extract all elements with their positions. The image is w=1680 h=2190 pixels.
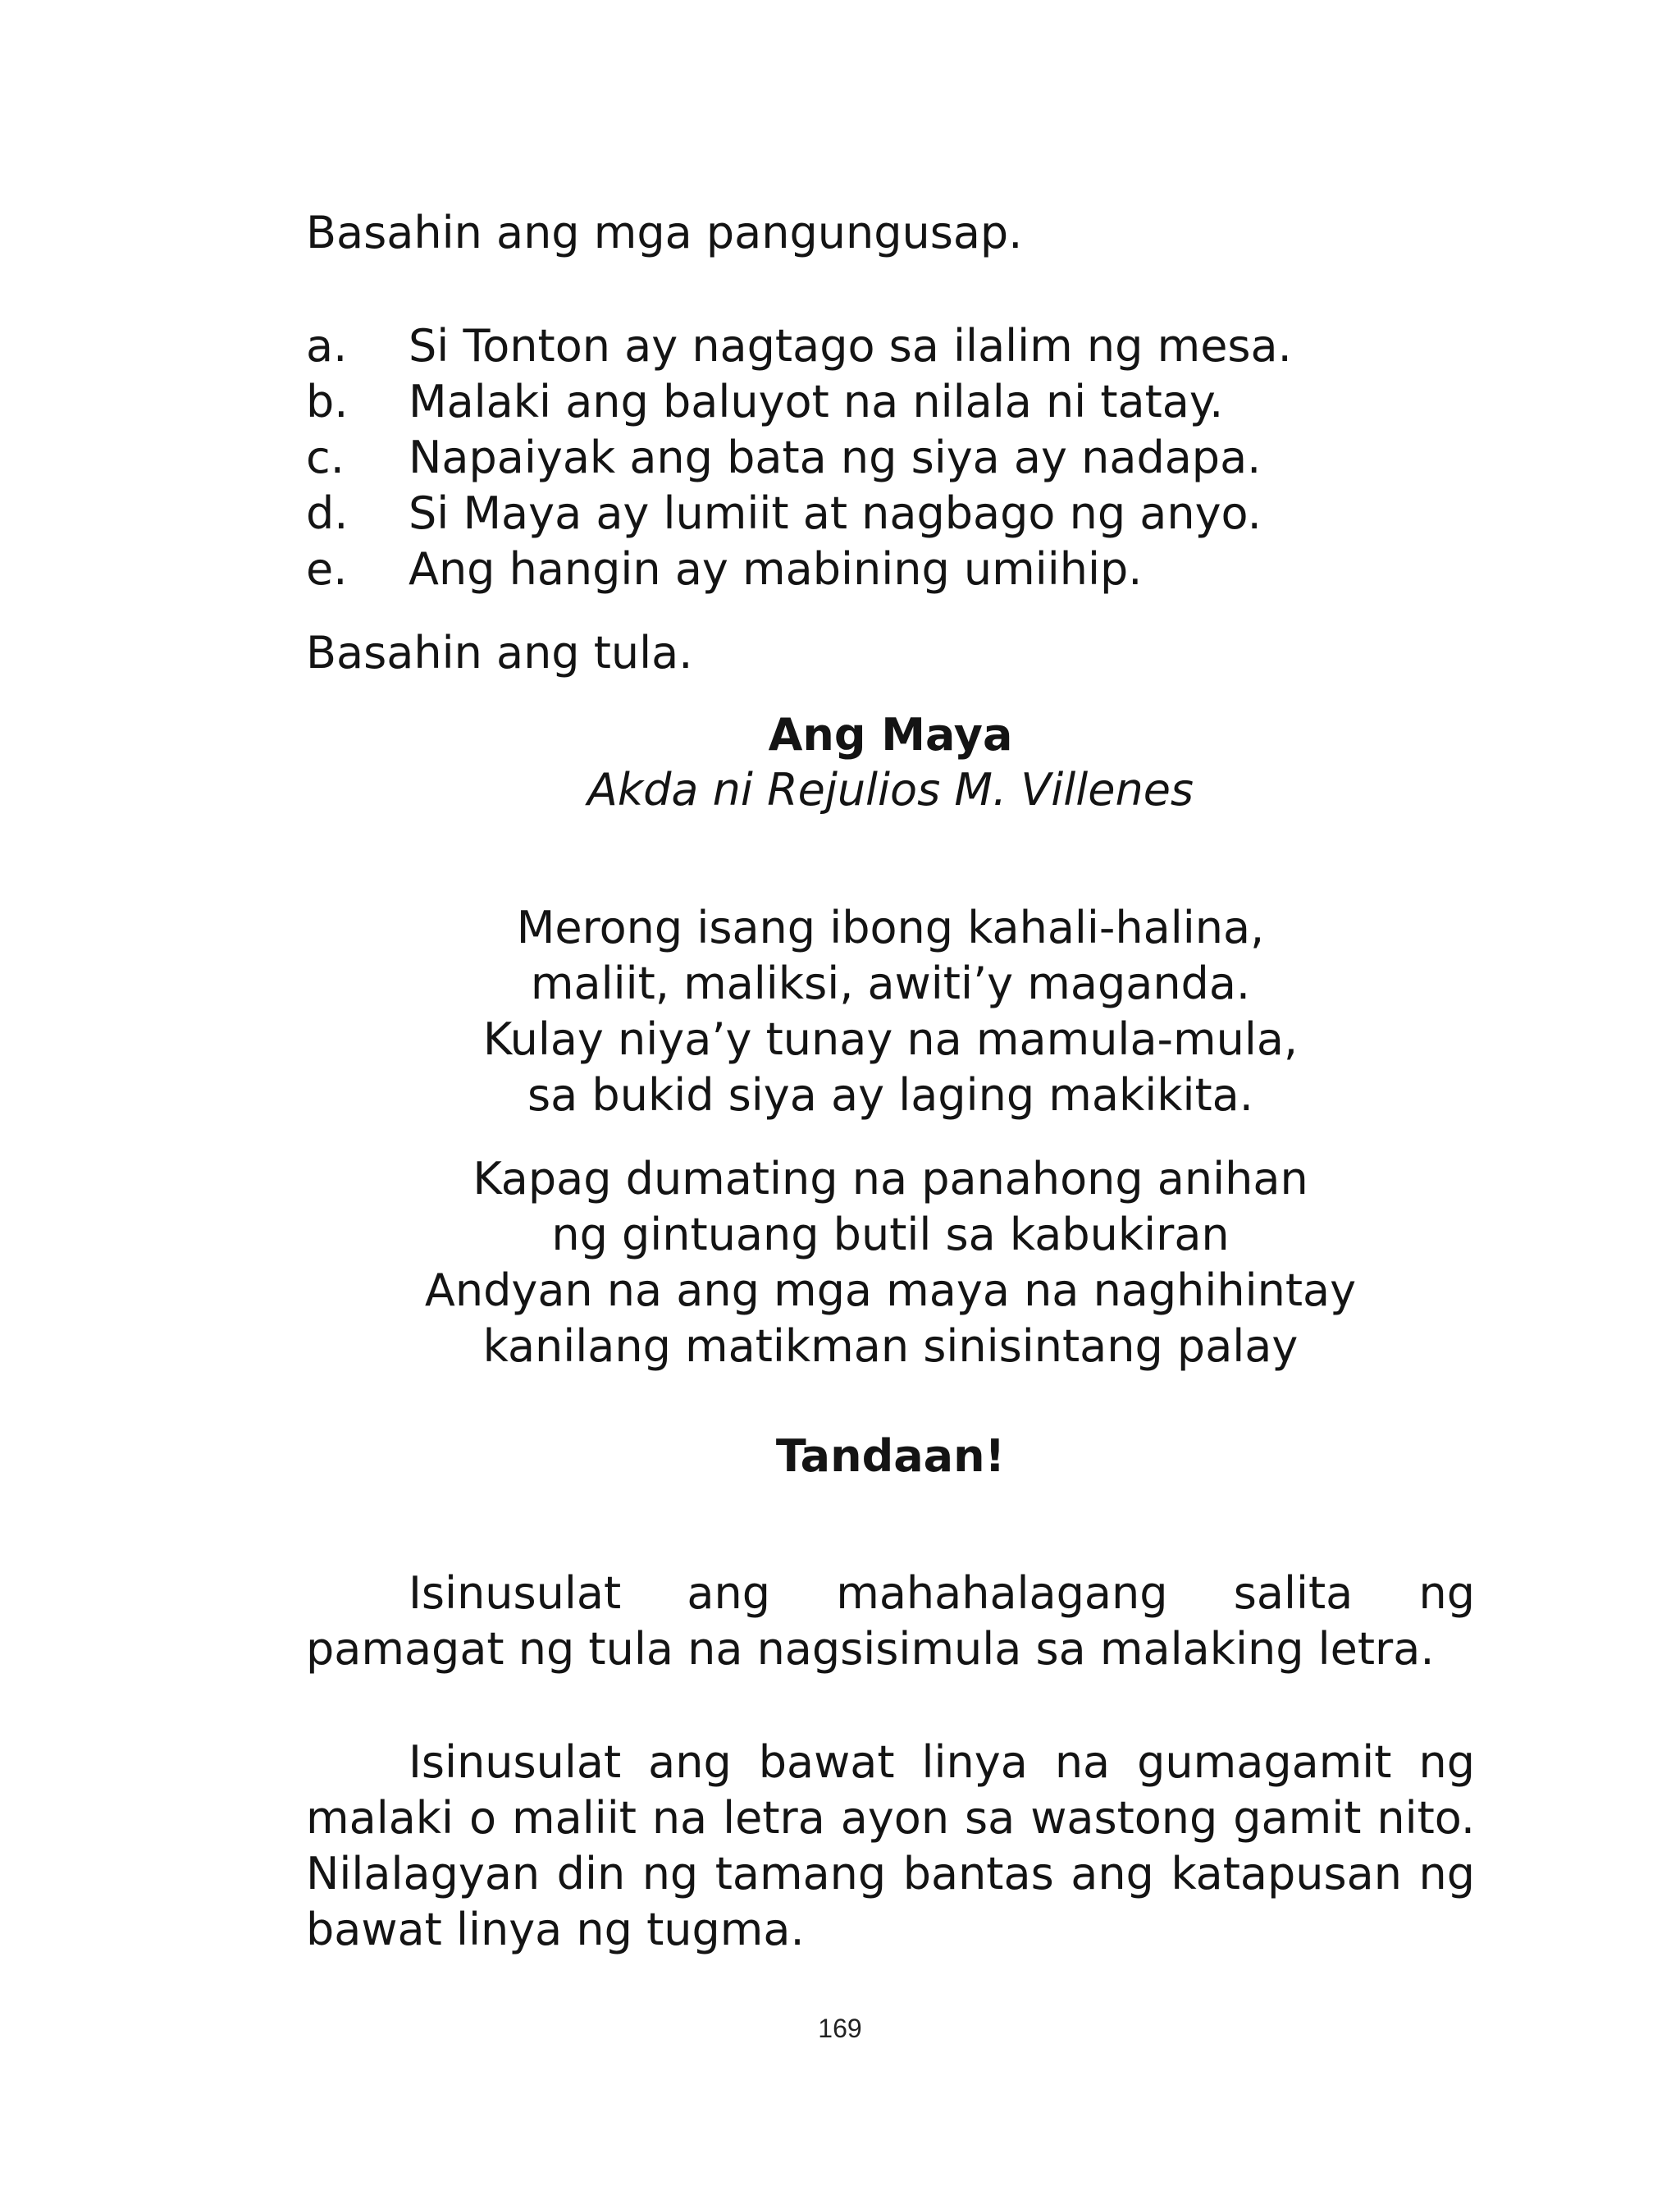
poem-line: Merong isang ibong kahali-halina, bbox=[516, 902, 1265, 953]
poem-title: Ang Maya bbox=[768, 709, 1013, 761]
poem-line: kanilang matikman sinisintang palay bbox=[482, 1320, 1299, 1372]
list-item-letter: a. bbox=[306, 320, 348, 372]
poem-line: Kulay niya’y tunay na mamula-mula, bbox=[482, 1013, 1299, 1065]
poem-line: sa bukid siya ay laging makikita. bbox=[527, 1069, 1253, 1121]
page-number: 169 bbox=[818, 2014, 862, 2043]
list-item bbox=[306, 486, 1292, 542]
list-item bbox=[306, 430, 1292, 486]
list-item bbox=[306, 374, 1292, 430]
list-item-text: Malaki ang baluyot na nilala ni tatay. bbox=[409, 376, 1224, 427]
list-item-letter: c. bbox=[306, 432, 345, 483]
read-poem-instruction: Basahin ang tula. bbox=[306, 627, 693, 679]
poem-line: ng gintuang butil sa kabukiran bbox=[551, 1209, 1230, 1260]
list-item bbox=[306, 318, 1292, 374]
poem-line: Andyan na ang mga maya na naghihintay bbox=[424, 1264, 1357, 1316]
poem-stanza-1 bbox=[306, 900, 1475, 1123]
reminder-paragraph-1: Isinusulat ang mahahalagang salita ng pamagat ng tula na nagsisimula sa malaking letra. bbox=[306, 1567, 1475, 1675]
poem-author: Akda ni Rejulios M. Villenes bbox=[587, 764, 1194, 816]
list-item-text: Ang hangin ay mabining umiihip. bbox=[409, 543, 1143, 595]
list-item-text: Si Tonton ay nagtago sa ilalim ng mesa. bbox=[409, 320, 1292, 372]
list-item bbox=[306, 542, 1292, 597]
list-item-text: Si Maya ay lumiit at nagbago ng anyo. bbox=[409, 487, 1262, 539]
read-sentences-instruction: Basahin ang mga pangungusap. bbox=[306, 207, 1023, 258]
list-item-letter: b. bbox=[306, 376, 349, 427]
sentence-list bbox=[306, 318, 1292, 597]
poem-line: maliit, maliksi, awiti’y maganda. bbox=[530, 958, 1251, 1009]
reminder-heading: Tandaan! bbox=[775, 1430, 1006, 1482]
list-item-letter: e. bbox=[306, 543, 348, 595]
poem-stanza-2 bbox=[306, 1151, 1475, 1374]
list-item-letter: d. bbox=[306, 487, 349, 539]
list-item-text: Napaiyak ang bata ng siya ay nadapa. bbox=[409, 432, 1262, 483]
poem-line: Kapag dumating na panahong anihan bbox=[472, 1153, 1308, 1205]
reminder-paragraph-2: Isinusulat ang bawat linya na gumagamit ng malaki o maliit na letra ayon sa wastong gamit nito. Nilalagyan din ng tamang bantas ang katapusan ng bawat linya ng tugma. bbox=[306, 1736, 1475, 1955]
